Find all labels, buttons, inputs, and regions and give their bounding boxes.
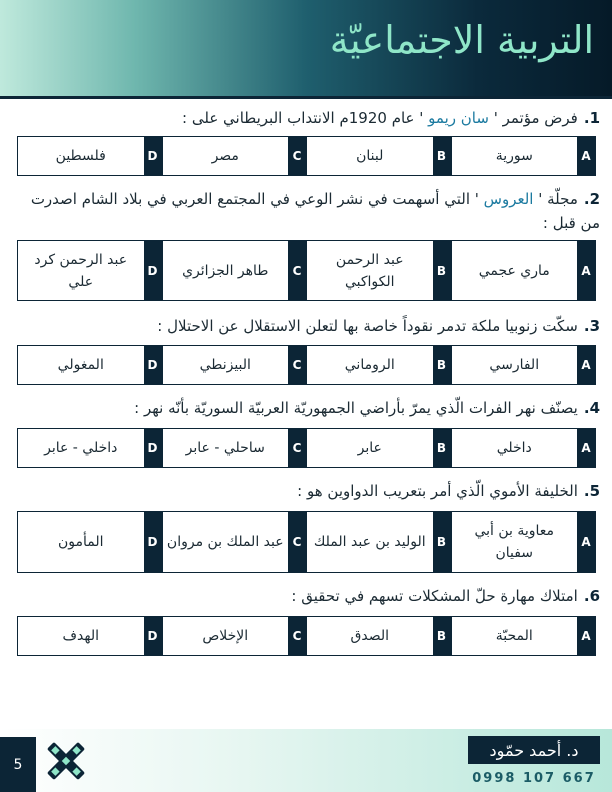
options-row-4 [17, 428, 596, 468]
question-text: الخليفة الأموي الّذي أمر بتعريب الدواوين هو : [297, 482, 578, 500]
option-c[interactable] [163, 429, 308, 467]
option-letter: D [144, 429, 162, 467]
option-c[interactable] [163, 137, 308, 175]
option-b[interactable] [307, 512, 452, 572]
option-d[interactable] [18, 137, 163, 175]
question-highlight: سان ريمو [428, 109, 489, 127]
options-row-3 [17, 345, 596, 385]
option-text: ماري عجمي [478, 262, 550, 279]
option-text: الإخلاص [202, 628, 249, 644]
question-text: مجلّة ' [533, 190, 578, 208]
question-4 [15, 396, 600, 420]
question-number: 6. [583, 587, 600, 605]
option-text: طاهر الجزائري [182, 262, 269, 279]
option-a[interactable] [452, 429, 596, 467]
page-number: 5 [0, 737, 36, 792]
option-letter: D [144, 346, 162, 384]
option-text: ساحلي - عابر [185, 440, 265, 456]
option-text: المحبّة [495, 628, 533, 644]
option-a[interactable] [452, 137, 596, 175]
option-text: مصر [211, 148, 239, 164]
options-row-5 [17, 511, 596, 573]
option-c[interactable] [163, 346, 308, 384]
question-number: 4. [583, 399, 600, 417]
logo-icon [40, 735, 92, 787]
question-2 [15, 187, 600, 235]
option-letter: A [577, 512, 595, 572]
option-text: عبد الرحمن الكواكبي [335, 251, 404, 290]
question-text: سكّت زنوبيا ملكة تدمر نقوداً خاصة بها لتعلن الاستقلال عن الاحتلال : [157, 317, 578, 335]
option-letter: A [577, 346, 595, 384]
option-b[interactable] [307, 617, 452, 655]
options-row-6 [17, 616, 596, 656]
option-b[interactable] [307, 241, 452, 300]
option-letter: B [433, 512, 451, 572]
option-text: الهدف [62, 628, 99, 644]
question-text: فرض مؤتمر ' [488, 109, 578, 127]
option-d[interactable] [18, 617, 163, 655]
option-b[interactable] [307, 137, 452, 175]
option-c[interactable] [163, 512, 308, 572]
option-c[interactable] [163, 617, 308, 655]
question-number: 2. [583, 190, 600, 208]
option-letter: C [288, 137, 306, 175]
option-letter: C [288, 241, 306, 300]
option-letter: B [433, 137, 451, 175]
option-d[interactable] [18, 429, 163, 467]
header-banner [0, 0, 612, 96]
option-text: الفارسي [489, 357, 540, 373]
option-letter: B [433, 346, 451, 384]
option-a[interactable] [452, 241, 596, 300]
options-row-1 [17, 136, 596, 176]
option-a[interactable] [452, 512, 596, 572]
option-letter: A [577, 241, 595, 300]
option-letter: A [577, 429, 595, 467]
phone-number: 0998 107 667 [472, 770, 596, 786]
option-letter: D [144, 241, 162, 300]
option-letter: D [144, 617, 162, 655]
option-text: المأمون [57, 534, 104, 550]
option-text: لبنان [356, 148, 384, 164]
option-letter: A [577, 617, 595, 655]
option-text: سورية [495, 148, 533, 164]
question-3 [15, 314, 600, 338]
option-letter: B [433, 241, 451, 300]
option-text: عبد الرحمن كرد علي [34, 251, 128, 290]
author-name: د. أحمد حمّود [468, 736, 600, 764]
option-text: الوليد بن عبد الملك [313, 534, 426, 550]
question-6 [15, 584, 600, 608]
option-text: البيزنطي [199, 357, 251, 373]
option-b[interactable] [307, 346, 452, 384]
option-d[interactable] [18, 241, 163, 300]
option-letter: D [144, 137, 162, 175]
option-text: عابر [357, 440, 382, 456]
option-letter: C [288, 429, 306, 467]
option-letter: C [288, 346, 306, 384]
option-text: المغولي [57, 357, 104, 373]
option-a[interactable] [452, 346, 596, 384]
question-number: 5. [583, 482, 600, 500]
option-letter: B [433, 617, 451, 655]
question-text: يصنّف نهر الفرات الّذي يمرّ بأراضي الجمهوريّة العربيّة السوريّة بأنّه نهر : [134, 399, 578, 417]
question-text-end: ' التي أسهمت في نشر الوعي في المجتمع العربي في بلاد الشام اصدرت من قبل : [30, 190, 600, 232]
option-text: معاوية بن أبي سفيان [474, 523, 555, 561]
page-title: التربية الاجتماعيّة [329, 18, 594, 62]
option-text: عبد الملك بن مروان [166, 534, 284, 550]
option-letter: C [288, 617, 306, 655]
option-text: داخلي [496, 440, 532, 456]
option-letter: A [577, 137, 595, 175]
question-1 [15, 106, 600, 130]
options-row-2 [17, 240, 596, 301]
option-text: فلسطين [55, 148, 106, 164]
option-d[interactable] [18, 512, 163, 572]
option-d[interactable] [18, 346, 163, 384]
option-c[interactable] [163, 241, 308, 300]
option-b[interactable] [307, 429, 452, 467]
option-letter: C [288, 512, 306, 572]
question-number: 3. [583, 317, 600, 335]
question-highlight: العروس [483, 190, 534, 208]
question-text-end: ' عام 1920م الانتداب البريطاني على : [182, 109, 429, 127]
option-text: الروماني [344, 357, 395, 373]
question-5 [15, 479, 600, 503]
header-divider [0, 96, 612, 99]
option-letter: D [144, 512, 162, 572]
option-a[interactable] [452, 617, 596, 655]
option-text: داخلي - عابر [44, 440, 118, 456]
option-letter: B [433, 429, 451, 467]
question-text: امتلاك مهارة حلّ المشكلات تسهم في تحقيق : [291, 587, 578, 605]
option-text: الصدق [350, 628, 390, 644]
question-number: 1. [583, 109, 600, 127]
